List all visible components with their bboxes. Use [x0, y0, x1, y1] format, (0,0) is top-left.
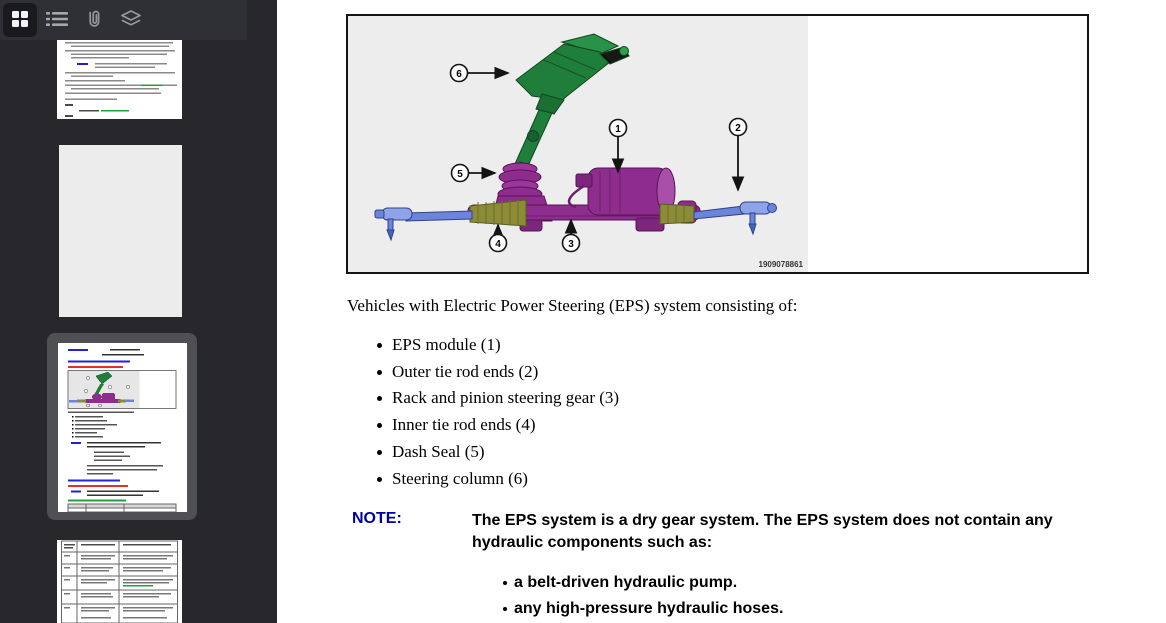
thumbnail-sidebar	[0, 0, 277, 623]
attachments-button[interactable]	[77, 3, 111, 37]
list-item: Dash Seal (5)	[392, 439, 619, 466]
list-item: Inner tie rod ends (4)	[392, 412, 619, 439]
paperclip-icon	[83, 8, 105, 33]
list-icon	[45, 9, 69, 32]
list-item: a belt-driven hydraulic pump.	[472, 570, 1127, 596]
outline-view-button[interactable]	[40, 3, 74, 37]
list-item: any high-pressure hydraulic hoses.	[472, 596, 1127, 622]
figure-id: 1909078861	[758, 260, 803, 269]
layers-icon	[119, 8, 143, 33]
intro-paragraph: Vehicles with Electric Power Steering (EPS) system consisting of:	[347, 296, 798, 315]
page-thumbnail-4[interactable]	[57, 540, 182, 623]
layers-button[interactable]	[114, 3, 148, 37]
callout-1: 1	[615, 123, 621, 135]
sidebar-toolbar	[0, 0, 247, 40]
eps-steering-diagram	[348, 16, 808, 272]
list-item: Outer tie rod ends (2)	[392, 359, 619, 386]
list-item: Rack and pinion steering gear (3)	[392, 385, 619, 412]
callout-6: 6	[456, 68, 462, 80]
note-bullet-list	[472, 570, 1127, 622]
note-text: The EPS system is a dry gear system. The EPS system does not contain any hydraulic components such as:	[472, 512, 1053, 551]
thumbnail-page-preview	[58, 343, 187, 512]
callout-5: 5	[457, 168, 463, 180]
page-thumbnail-2[interactable]	[59, 145, 182, 317]
callout-4: 4	[495, 238, 501, 250]
grid-icon	[10, 9, 30, 32]
page-thumbnail-1[interactable]	[57, 40, 182, 119]
note-block	[352, 510, 1127, 622]
note-label: NOTE:	[352, 510, 402, 527]
figure-frame	[346, 14, 1089, 274]
page-thumbnail-3-selected[interactable]	[47, 333, 197, 520]
list-item: Steering column (6)	[392, 466, 619, 493]
thumbnail-page-preview	[57, 540, 182, 623]
callout-2: 2	[735, 122, 741, 134]
thumbnail-page-preview	[57, 40, 182, 119]
parts-list	[392, 332, 619, 492]
callout-3: 3	[568, 238, 574, 250]
note-body	[472, 510, 1127, 622]
thumbnails-view-button[interactable]	[3, 3, 37, 37]
list-item: EPS module (1)	[392, 332, 619, 359]
document-page	[277, 0, 1166, 623]
